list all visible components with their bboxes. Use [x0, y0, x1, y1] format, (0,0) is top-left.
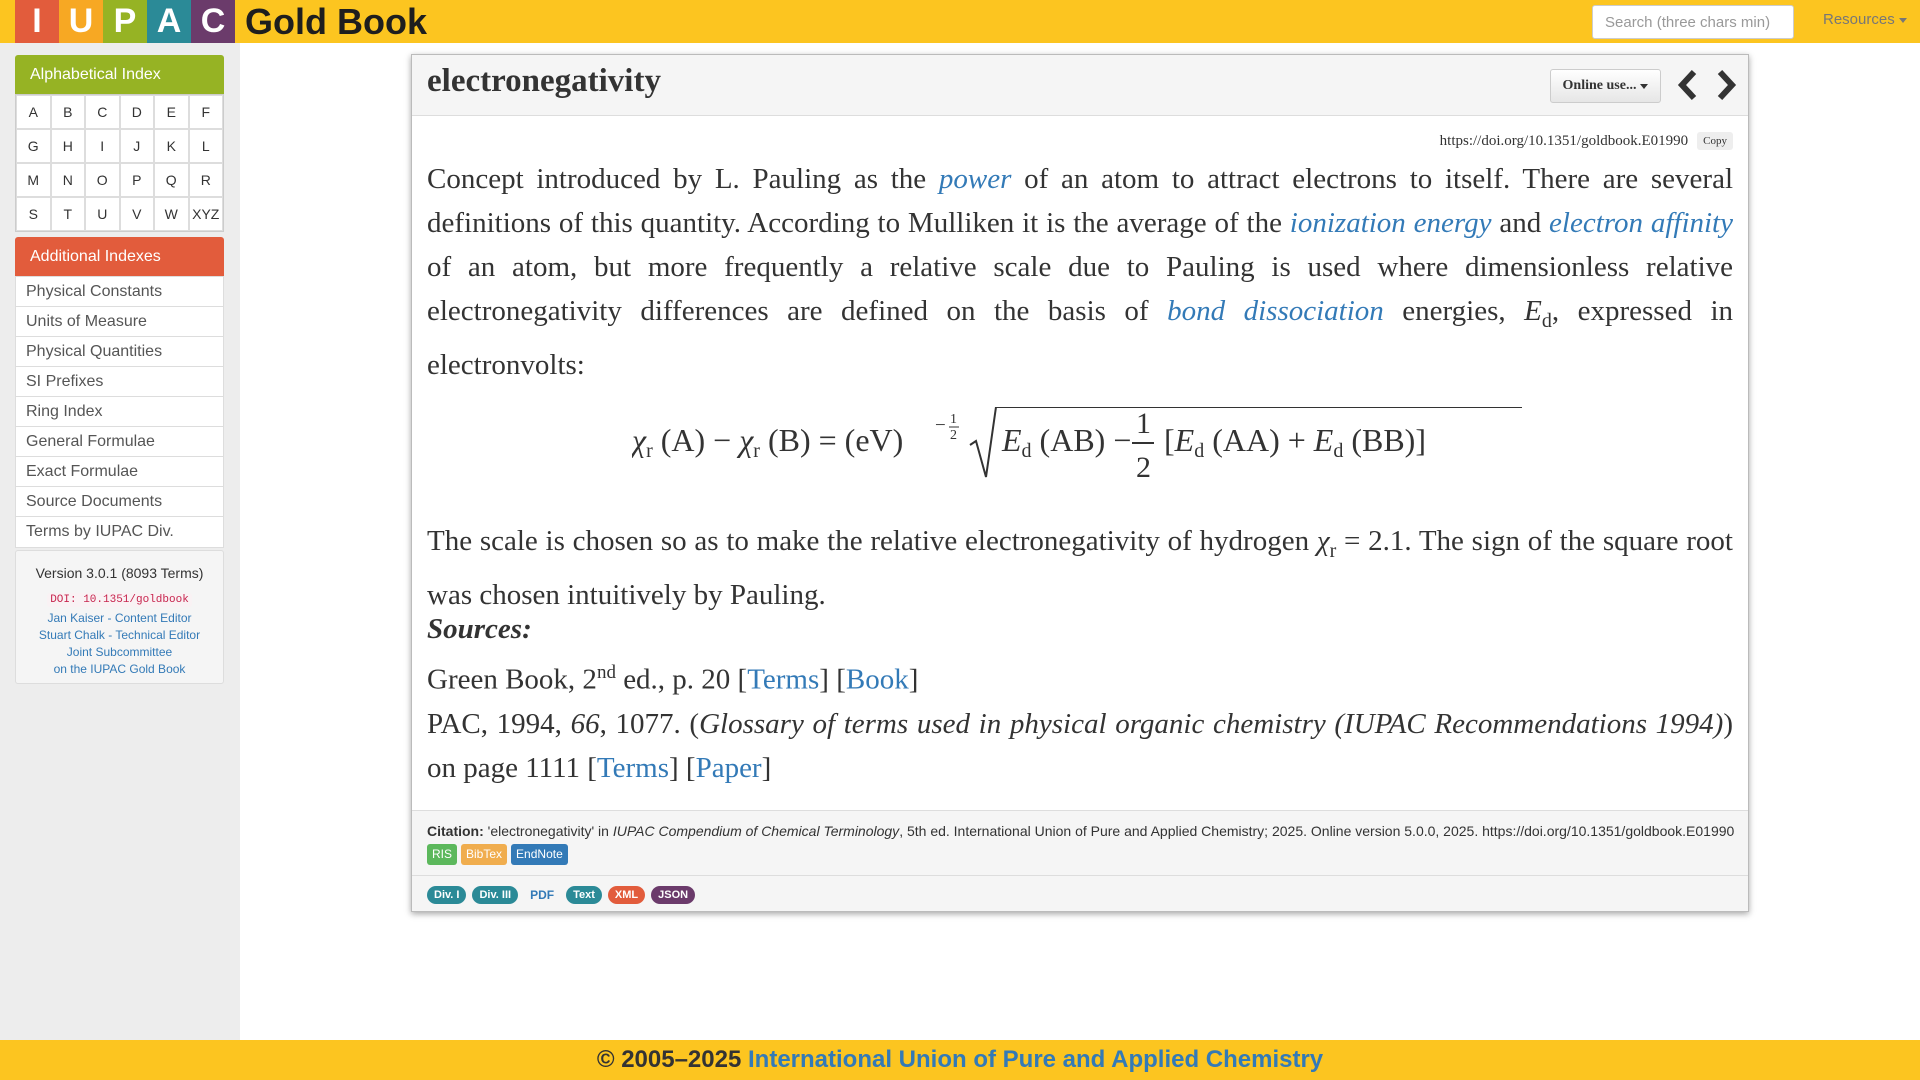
green-book-book-link[interactable]: Book: [845, 663, 909, 696]
additional-index-item[interactable]: Physical Quantities: [16, 337, 223, 367]
ris-export-button[interactable]: RIS: [427, 844, 457, 865]
pac-terms-link[interactable]: Terms: [596, 751, 669, 784]
additional-index-item[interactable]: Source Documents: [16, 487, 223, 517]
link-power[interactable]: power: [938, 163, 1012, 195]
green-book-terms-link[interactable]: Terms: [747, 663, 820, 696]
letter-button-g[interactable]: G: [16, 129, 51, 163]
source-segment: ) on page 1111 [: [427, 707, 1733, 784]
logo-letter: C: [191, 0, 235, 43]
letter-button-p[interactable]: P: [120, 163, 155, 197]
letter-button-e[interactable]: E: [154, 95, 189, 129]
scale-paragraph: [427, 519, 1733, 617]
definition-text: [427, 157, 1733, 387]
resources-label: Resources: [1823, 11, 1895, 28]
source-green-book: [427, 651, 1733, 702]
svg-text:Ed (AB) −: Ed (AB) −: [1002, 422, 1132, 462]
letter-button-w[interactable]: W: [154, 197, 189, 231]
letter-button-l[interactable]: L: [189, 129, 224, 163]
definition-segment: , expressed in electronvolts:: [427, 295, 1733, 381]
additional-index-item[interactable]: Units of Measure: [16, 307, 223, 337]
doi-line: [1440, 132, 1733, 150]
letter-button-i[interactable]: I: [85, 129, 120, 163]
source-segment: ]: [761, 751, 772, 784]
svg-text:−: −: [935, 415, 946, 436]
source-segment: ed., p. 20 [: [615, 663, 748, 696]
online-use-dropdown[interactable]: [1550, 69, 1661, 103]
letter-button-t[interactable]: T: [51, 197, 86, 231]
tag-div-iii[interactable]: Div. III: [472, 886, 518, 904]
paragraph-segment: The scale is chosen so as to make the relative electronegativity of hydrogen: [427, 525, 1317, 557]
alphabetical-index-heading[interactable]: Alphabetical Index: [15, 55, 224, 94]
paragraph-segment: . The sign of the square root was chosen intuitively by Pauling.: [427, 525, 1733, 611]
source-segment: Green Book, 2: [427, 663, 597, 696]
iupac-logo[interactable]: [15, 0, 235, 43]
symbol-E: E: [1524, 295, 1542, 327]
bibtex-export-button[interactable]: BibTex: [461, 844, 507, 865]
letter-button-n[interactable]: N: [51, 163, 86, 197]
svg-text:2: 2: [1136, 451, 1151, 484]
letter-button-s[interactable]: S: [16, 197, 51, 231]
tag-xml[interactable]: XML: [608, 886, 645, 904]
additional-index-item[interactable]: Physical Constants: [16, 277, 223, 307]
svg-text:χr (A) − χr (B) = (eV): χr (A) − χr (B) = (eV): [632, 422, 904, 462]
citation-footer: [412, 810, 1748, 911]
letter-button-xyz[interactable]: XYZ: [189, 197, 224, 231]
logo-letter: P: [103, 0, 147, 43]
letter-button-k[interactable]: K: [154, 129, 189, 163]
doi-code: DOI: 10.1351/goldbook: [47, 593, 192, 607]
editor-link[interactable]: Jan Kaiser - Content Editor: [47, 611, 192, 625]
online-use-label: Online use...: [1562, 78, 1637, 93]
letter-button-a[interactable]: A: [16, 95, 51, 129]
footer-divider: [412, 875, 1748, 876]
letter-button-f[interactable]: F: [189, 95, 224, 129]
citation-segment: 'electronegativity' in: [483, 823, 613, 839]
definition-segment: Concept introduced by L. Pauling as the: [427, 163, 939, 195]
additional-index-item[interactable]: SI Prefixes: [16, 367, 223, 397]
doi-url[interactable]: https://doi.org/10.1351/goldbook.E01990: [1439, 132, 1689, 149]
term-title: electronegativity: [427, 63, 661, 99]
source-segment: , 1077. (: [599, 707, 700, 740]
editor-link[interactable]: Joint Subcommittee: [66, 645, 173, 659]
logo-letter: I: [15, 0, 59, 43]
site-title[interactable]: Gold Book: [245, 1, 427, 42]
letter-button-b[interactable]: B: [51, 95, 86, 129]
link-bond-dissociation[interactable]: bond dissociation: [1167, 295, 1384, 327]
definition-segment: of an atom to attract electrons to itself. There are several definitions of this quantity. According to Mulliken it is the average of the: [427, 163, 1733, 239]
pac-paper-link[interactable]: Paper: [695, 751, 762, 784]
tag-text[interactable]: Text: [566, 886, 602, 904]
letter-button-o[interactable]: O: [85, 163, 120, 197]
letter-button-u[interactable]: U: [85, 197, 120, 231]
citation-text: [427, 823, 1734, 839]
citation-work: IUPAC Compendium of Chemical Terminology: [612, 823, 900, 839]
citation-export-buttons: [427, 844, 568, 865]
source-volume: 66: [570, 707, 600, 740]
additional-index-item[interactable]: Terms by IUPAC Div.: [26, 523, 174, 540]
definition-segment: energies,: [1383, 295, 1525, 327]
letter-button-q[interactable]: Q: [154, 163, 189, 197]
citation-segment: , 5th ed. International Union of Pure and Applied Chemistry; 2025. Online version 5.0.0, 2025. https://doi.org/10.1351/goldbook.E01990: [899, 823, 1735, 839]
next-arrow-icon[interactable]: [1710, 68, 1740, 102]
svg-text:1: 1: [1136, 407, 1151, 440]
letter-button-d[interactable]: D: [120, 95, 155, 129]
version-text: Version 3.0.1 (8093 Terms): [35, 565, 204, 581]
letter-button-m[interactable]: M: [16, 163, 51, 197]
term-card: [411, 54, 1749, 912]
search-input[interactable]: [1592, 5, 1794, 39]
letter-button-c[interactable]: C: [85, 95, 120, 129]
citation-label: Citation:: [427, 823, 484, 839]
hydrogen-value: = 2.1: [1336, 525, 1405, 557]
additional-indexes-list: [15, 276, 224, 548]
symbol-sub-d: d: [1541, 309, 1552, 332]
definition-segment: and: [1491, 207, 1550, 239]
additional-indexes-heading[interactable]: Additional Indexes: [15, 237, 224, 276]
source-pac: [427, 702, 1733, 790]
additional-index-item[interactable]: General Formulae: [16, 427, 223, 457]
sidebar: [0, 43, 240, 1040]
logo-letter: A: [147, 0, 191, 43]
tag-div-i[interactable]: Div. I: [427, 886, 466, 904]
additional-index-item[interactable]: Ring Index: [16, 397, 223, 427]
source-segment: ] [: [819, 663, 846, 696]
letter-button-j[interactable]: J: [120, 129, 155, 163]
source-segment: ]: [908, 663, 919, 696]
editor-link[interactable]: Stuart Chalk - Technical Editor: [38, 628, 201, 642]
svg-text:[Ed (AA) + Ed (BB)]: [Ed (AA) + Ed (BB)]: [1164, 422, 1426, 462]
chevron-down-icon: [1640, 84, 1648, 89]
symbol-chi: χ: [1316, 525, 1330, 557]
term-header: [412, 55, 1748, 116]
logo-letter: U: [59, 0, 103, 43]
chevron-down-icon: [1899, 18, 1907, 23]
source-segment: PAC, 1994,: [427, 707, 571, 740]
letter-button-v[interactable]: V: [120, 197, 155, 231]
electronegativity-formula: [632, 407, 1522, 495]
copyright-text: © 2005–2025: [596, 1046, 748, 1073]
sources-section: [427, 607, 1733, 790]
resources-menu[interactable]: [1823, 11, 1907, 28]
letter-button-h[interactable]: H: [51, 129, 86, 163]
editor-link[interactable]: on the IUPAC Gold Book: [53, 662, 186, 676]
previous-arrow-icon[interactable]: [1674, 68, 1704, 102]
sources-heading: Sources:: [427, 613, 532, 645]
symbol-sub-r: r: [1329, 539, 1337, 562]
page-footer: [0, 1040, 1920, 1080]
version-panel: [15, 550, 224, 684]
letter-grid: [15, 94, 224, 232]
source-superscript: nd: [596, 662, 616, 683]
tag-json[interactable]: JSON: [651, 886, 695, 904]
letter-button-r[interactable]: R: [189, 163, 224, 197]
editors-list: [16, 610, 223, 678]
link-ionization-energy[interactable]: ionization energy: [1289, 207, 1492, 239]
tag-pdf[interactable]: PDF: [530, 888, 555, 902]
link-electron-affinity[interactable]: electron affinity: [1549, 207, 1733, 239]
additional-index-item[interactable]: Exact Formulae: [16, 457, 223, 487]
svg-text:2: 2: [950, 428, 957, 443]
format-tags: [427, 886, 695, 904]
iupac-link[interactable]: International Union of Pure and Applied Chemistry: [748, 1046, 1324, 1073]
source-segment: ] [: [668, 751, 696, 784]
source-title: Glossary of terms used in physical organic chemistry (IUPAC Recommendations 1994): [699, 707, 1724, 740]
top-header: [0, 0, 1920, 43]
svg-text:1: 1: [950, 412, 957, 427]
definition-segment: of an atom, but more frequently a relative scale due to Pauling is used where dimensionless relative electronegativity differences are defined on the basis of: [427, 251, 1733, 327]
endnote-export-button[interactable]: EndNote: [511, 844, 568, 865]
copy-button[interactable]: Copy: [1697, 132, 1733, 150]
